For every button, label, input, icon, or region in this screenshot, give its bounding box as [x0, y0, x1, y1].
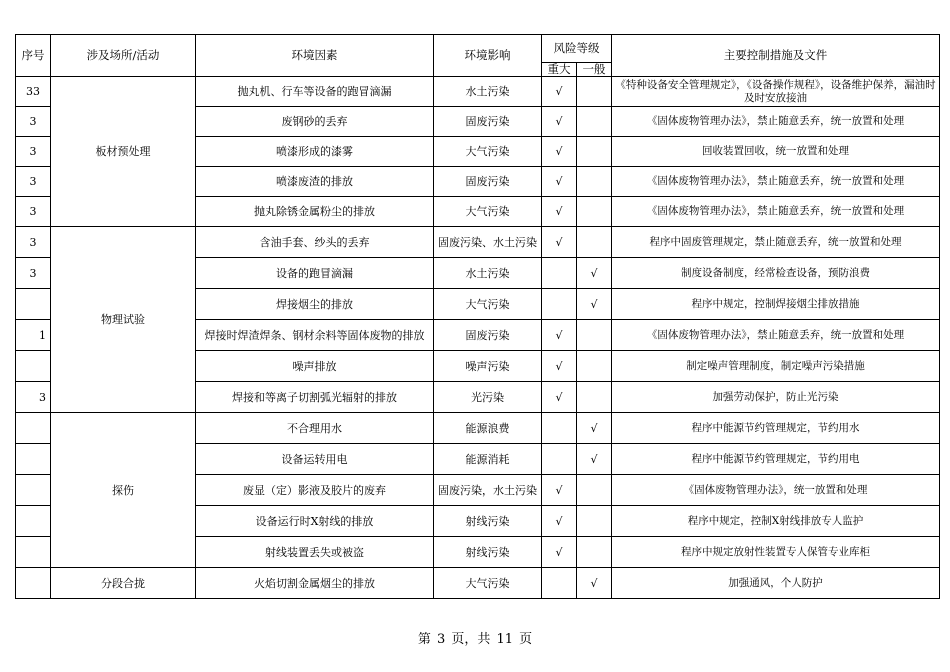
control-cell: 程序中规定，控制焊接烟尘排放措施: [612, 289, 940, 320]
impact-cell: 固废污染: [434, 167, 542, 197]
general-cell: [577, 227, 612, 258]
general-cell: [577, 107, 612, 137]
impact-cell: 能源消耗: [434, 444, 542, 475]
major-cell: √: [542, 77, 577, 107]
control-cell: 《固体废物管理办法》，禁止随意丢弃，统一放置和处理: [612, 320, 940, 351]
control-cell: 制度设备制度，经常检查设备，预防浪费: [612, 258, 940, 289]
factor-cell: 设备运行时X射线的排放: [196, 506, 434, 537]
seq-cell: [16, 537, 51, 568]
factor-cell: 废钢砂的丢弃: [196, 107, 434, 137]
table-row: [16, 413, 940, 444]
general-cell: √: [577, 258, 612, 289]
general-cell: [577, 77, 612, 107]
general-cell: √: [577, 413, 612, 444]
factor-cell: 不合理用水: [196, 413, 434, 444]
control-cell: 《固体废物管理办法》，禁止随意丢弃，统一放置和处理: [612, 167, 940, 197]
control-cell: 《固体废物管理办法》，统一放置和处理: [612, 475, 940, 506]
seq-cell: [16, 568, 51, 599]
environmental-factor-table: [15, 34, 940, 599]
table-row: [16, 77, 940, 107]
header-impact: 环境影响: [434, 35, 542, 77]
seq-cell: [16, 506, 51, 537]
major-cell: [542, 258, 577, 289]
table-row: [16, 568, 940, 599]
header-general: 一般: [577, 63, 612, 77]
major-cell: √: [542, 227, 577, 258]
area-cell: 物理试验: [51, 227, 196, 413]
seq-cell: 3: [16, 382, 51, 413]
major-cell: √: [542, 506, 577, 537]
seq-cell: [16, 351, 51, 382]
impact-cell: 大气污染: [434, 568, 542, 599]
major-cell: [542, 289, 577, 320]
control-cell: 《固体废物管理办法》，禁止随意丢弃，统一放置和处理: [612, 197, 940, 227]
seq-cell: 1: [16, 320, 51, 351]
factor-cell: 设备运转用电: [196, 444, 434, 475]
general-cell: [577, 351, 612, 382]
impact-cell: 固废污染、水土污染: [434, 227, 542, 258]
factor-cell: 噪声排放: [196, 351, 434, 382]
control-cell: 《特种设备安全管理规定》，《设备操作规程》，设备维护保养，漏油时及时安放接油: [612, 77, 940, 107]
major-cell: √: [542, 537, 577, 568]
area-cell: 板材预处理: [51, 77, 196, 227]
factor-cell: 设备的跑冒滴漏: [196, 258, 434, 289]
general-cell: [577, 537, 612, 568]
seq-cell: 3: [16, 137, 51, 167]
impact-cell: 光污染: [434, 382, 542, 413]
control-cell: 加强通风，个人防护: [612, 568, 940, 599]
major-cell: √: [542, 107, 577, 137]
header-factor: 环境因素: [196, 35, 434, 77]
major-cell: √: [542, 320, 577, 351]
general-cell: [577, 506, 612, 537]
impact-cell: 射线污染: [434, 537, 542, 568]
header-controls: 主要控制措施及文件: [612, 35, 940, 77]
header-major: 重大: [542, 63, 577, 77]
control-cell: 加强劳动保护，防止光污染: [612, 382, 940, 413]
control-cell: 程序中规定，控制X射线排放专人监护: [612, 506, 940, 537]
general-cell: √: [577, 568, 612, 599]
area-cell: 探伤: [51, 413, 196, 568]
major-cell: √: [542, 137, 577, 167]
seq-cell: [16, 413, 51, 444]
control-cell: 程序中规定放射性装置专人保管专业库柜: [612, 537, 940, 568]
factor-cell: 喷漆废渣的排放: [196, 167, 434, 197]
header-area: 涉及场所/活动: [51, 35, 196, 77]
header-seq: 序号: [16, 35, 51, 77]
impact-cell: 水土污染: [434, 258, 542, 289]
factor-cell: 废显（定）影液及胶片的废弃: [196, 475, 434, 506]
control-cell: 制定噪声管理制度，制定噪声污染措施: [612, 351, 940, 382]
factor-cell: 抛丸机、行车等设备的跑冒滴漏: [196, 77, 434, 107]
seq-cell: 33: [16, 77, 51, 107]
factor-cell: 焊接时焊渣焊条、钢材余料等固体废物的排放: [196, 320, 434, 351]
control-cell: 程序中能源节约管理规定，节约用水: [612, 413, 940, 444]
impact-cell: 固废污染: [434, 320, 542, 351]
general-cell: [577, 167, 612, 197]
impact-cell: 能源浪费: [434, 413, 542, 444]
seq-cell: 3: [16, 167, 51, 197]
area-cell: 分段合拢: [51, 568, 196, 599]
header-risk: 风险等级: [542, 35, 612, 63]
major-cell: √: [542, 475, 577, 506]
impact-cell: 大气污染: [434, 137, 542, 167]
table-row: [16, 227, 940, 258]
factor-cell: 抛丸除锈金属粉尘的排放: [196, 197, 434, 227]
factor-cell: 焊接和等离子切割弧光辐射的排放: [196, 382, 434, 413]
header-row-1: [16, 35, 940, 63]
impact-cell: 射线污染: [434, 506, 542, 537]
general-cell: [577, 137, 612, 167]
major-cell: [542, 568, 577, 599]
general-cell: √: [577, 289, 612, 320]
control-cell: 《固体废物管理办法》，禁止随意丢弃，统一放置和处理: [612, 107, 940, 137]
factor-cell: 喷漆形成的漆雾: [196, 137, 434, 167]
impact-cell: 噪声污染: [434, 351, 542, 382]
impact-cell: 水土污染: [434, 77, 542, 107]
major-cell: √: [542, 382, 577, 413]
general-cell: [577, 197, 612, 227]
seq-cell: [16, 289, 51, 320]
control-cell: 程序中固废管理规定，禁止随意丢弃，统一放置和处理: [612, 227, 940, 258]
impact-cell: 大气污染: [434, 289, 542, 320]
factor-cell: 含油手套、纱头的丢弃: [196, 227, 434, 258]
control-cell: 回收装置回收，统一放置和处理: [612, 137, 940, 167]
major-cell: [542, 413, 577, 444]
seq-cell: 3: [16, 227, 51, 258]
impact-cell: 固废污染，水土污染: [434, 475, 542, 506]
general-cell: √: [577, 444, 612, 475]
factor-cell: 射线装置丢失或被盗: [196, 537, 434, 568]
seq-cell: [16, 475, 51, 506]
seq-cell: [16, 444, 51, 475]
general-cell: [577, 475, 612, 506]
major-cell: √: [542, 167, 577, 197]
page-number: 第 3 页，共 11 页: [417, 632, 533, 647]
major-cell: [542, 444, 577, 475]
factor-cell: 火焰切割金属烟尘的排放: [196, 568, 434, 599]
general-cell: [577, 382, 612, 413]
major-cell: √: [542, 351, 577, 382]
seq-cell: 3: [16, 197, 51, 227]
factor-cell: 焊接烟尘的排放: [196, 289, 434, 320]
general-cell: [577, 320, 612, 351]
seq-cell: 3: [16, 107, 51, 137]
seq-cell: 3: [16, 258, 51, 289]
control-cell: 程序中能源节约管理规定，节约用电: [612, 444, 940, 475]
major-cell: √: [542, 197, 577, 227]
impact-cell: 固废污染: [434, 107, 542, 137]
impact-cell: 大气污染: [434, 197, 542, 227]
